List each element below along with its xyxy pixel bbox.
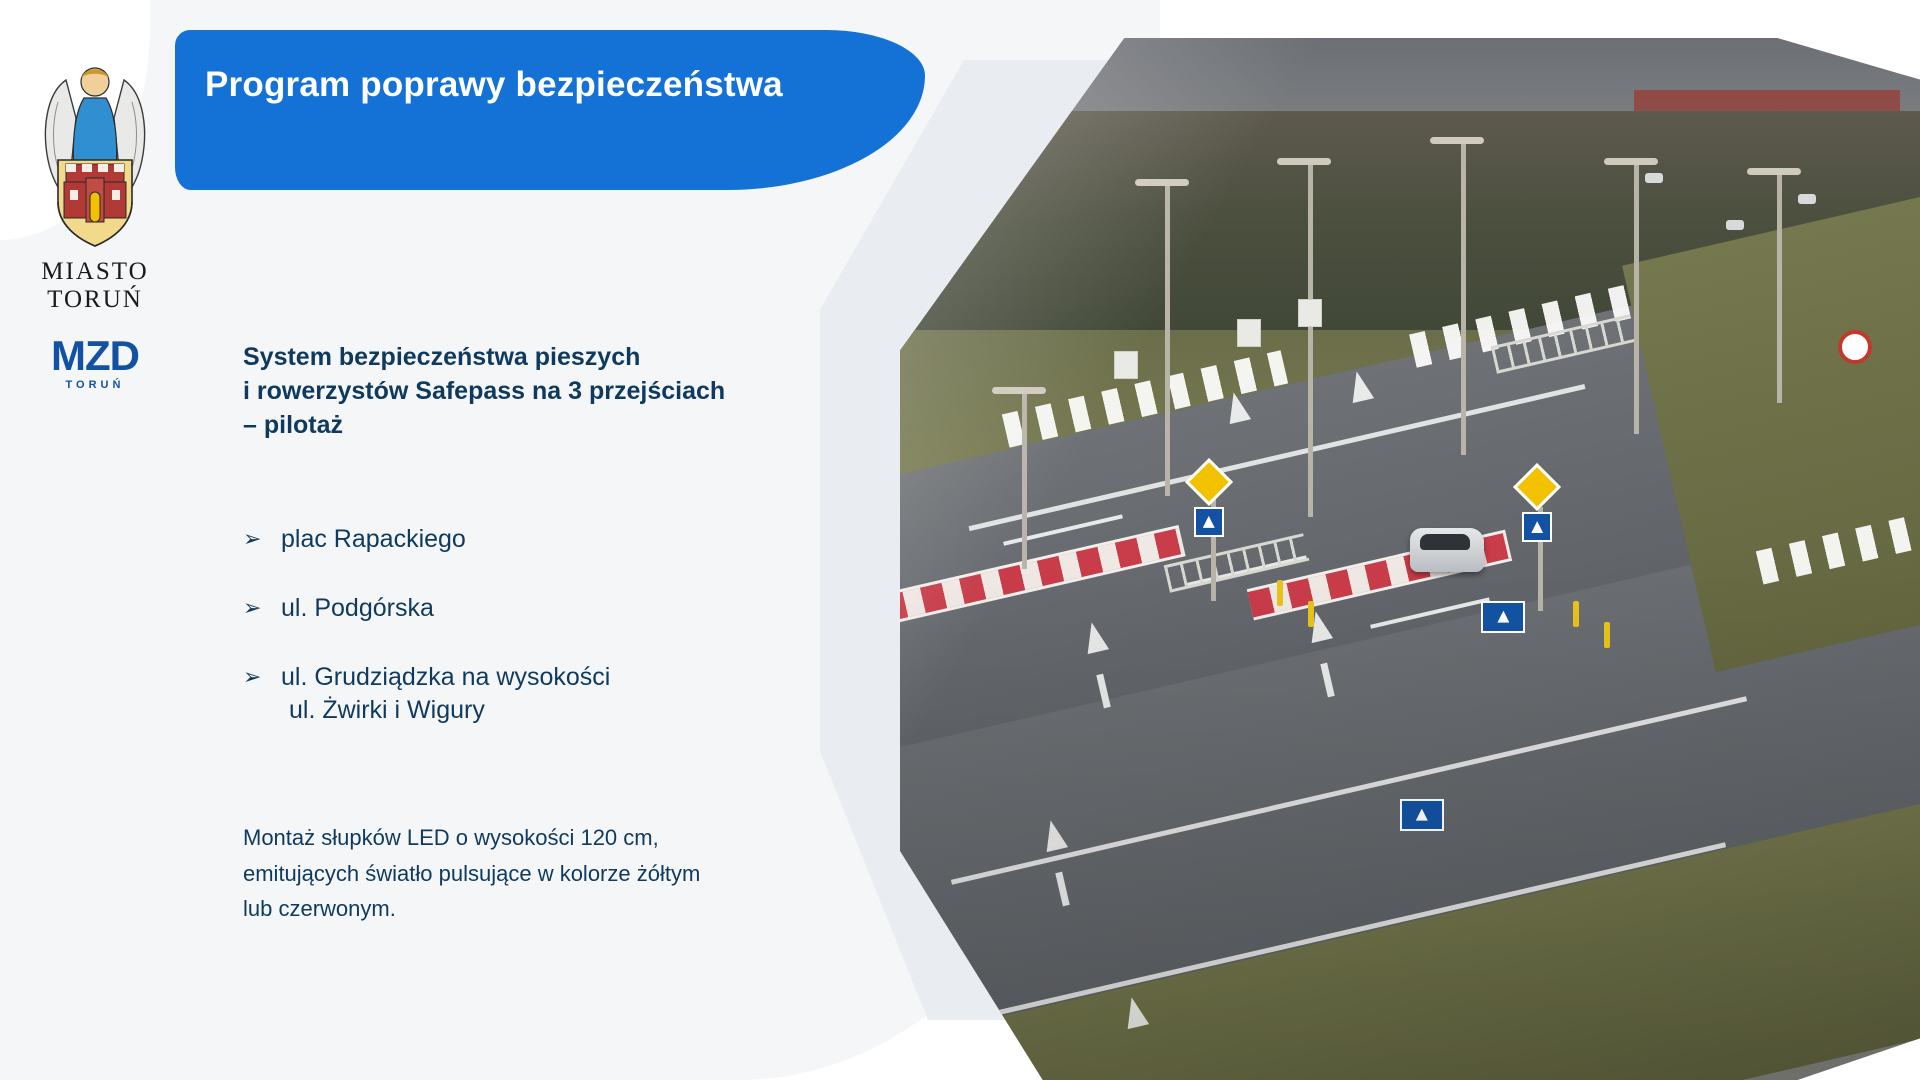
city-name-line1: MIASTO: [41, 258, 149, 285]
list-item-label: plac Rapackiego: [281, 525, 466, 553]
note-line-2: emitujących światło pulsujące w kolorze żółtym: [243, 860, 701, 886]
subtitle-line-1: System bezpieczeństwa pieszych: [243, 343, 641, 371]
photo-overlay: [900, 38, 1920, 1080]
mzd-logo: [28, 332, 162, 397]
torun-crest-icon: [28, 52, 162, 252]
city-name-line2: TORUŃ: [47, 285, 143, 313]
arrow-bullet-icon: ➢: [243, 526, 262, 551]
list-item-label: ul. Grudziądzka na wysokości: [281, 663, 611, 691]
note-line-1: Montaż słupków LED o wysokości 120 cm,: [243, 825, 659, 850]
note-line-3: lub czerwonym.: [243, 896, 396, 922]
title-banner: [175, 30, 925, 190]
list-item-label-second-line: ul. Żwirki i Wigury: [289, 696, 485, 724]
note-block: [243, 820, 943, 927]
photo-scene: [900, 38, 1920, 1080]
mzd-logo-subtitle: TORUŃ: [65, 379, 125, 391]
logo-block: [28, 52, 162, 397]
city-name: [28, 258, 162, 313]
subtitle-line-2: i rowerzystów Safepass na 3 przejściach: [243, 377, 726, 405]
list-item-label: ul. Podgórska: [281, 594, 434, 622]
page-title: Program poprawy bezpieczeństwa: [205, 65, 783, 104]
arrow-bullet-icon: ➢: [243, 595, 262, 620]
arrow-bullet-icon: ➢: [243, 664, 262, 689]
road-photo: [900, 38, 1920, 1080]
mzd-logo-word: MZD: [51, 332, 139, 379]
subtitle-line-3: – pilotaż: [243, 411, 344, 439]
